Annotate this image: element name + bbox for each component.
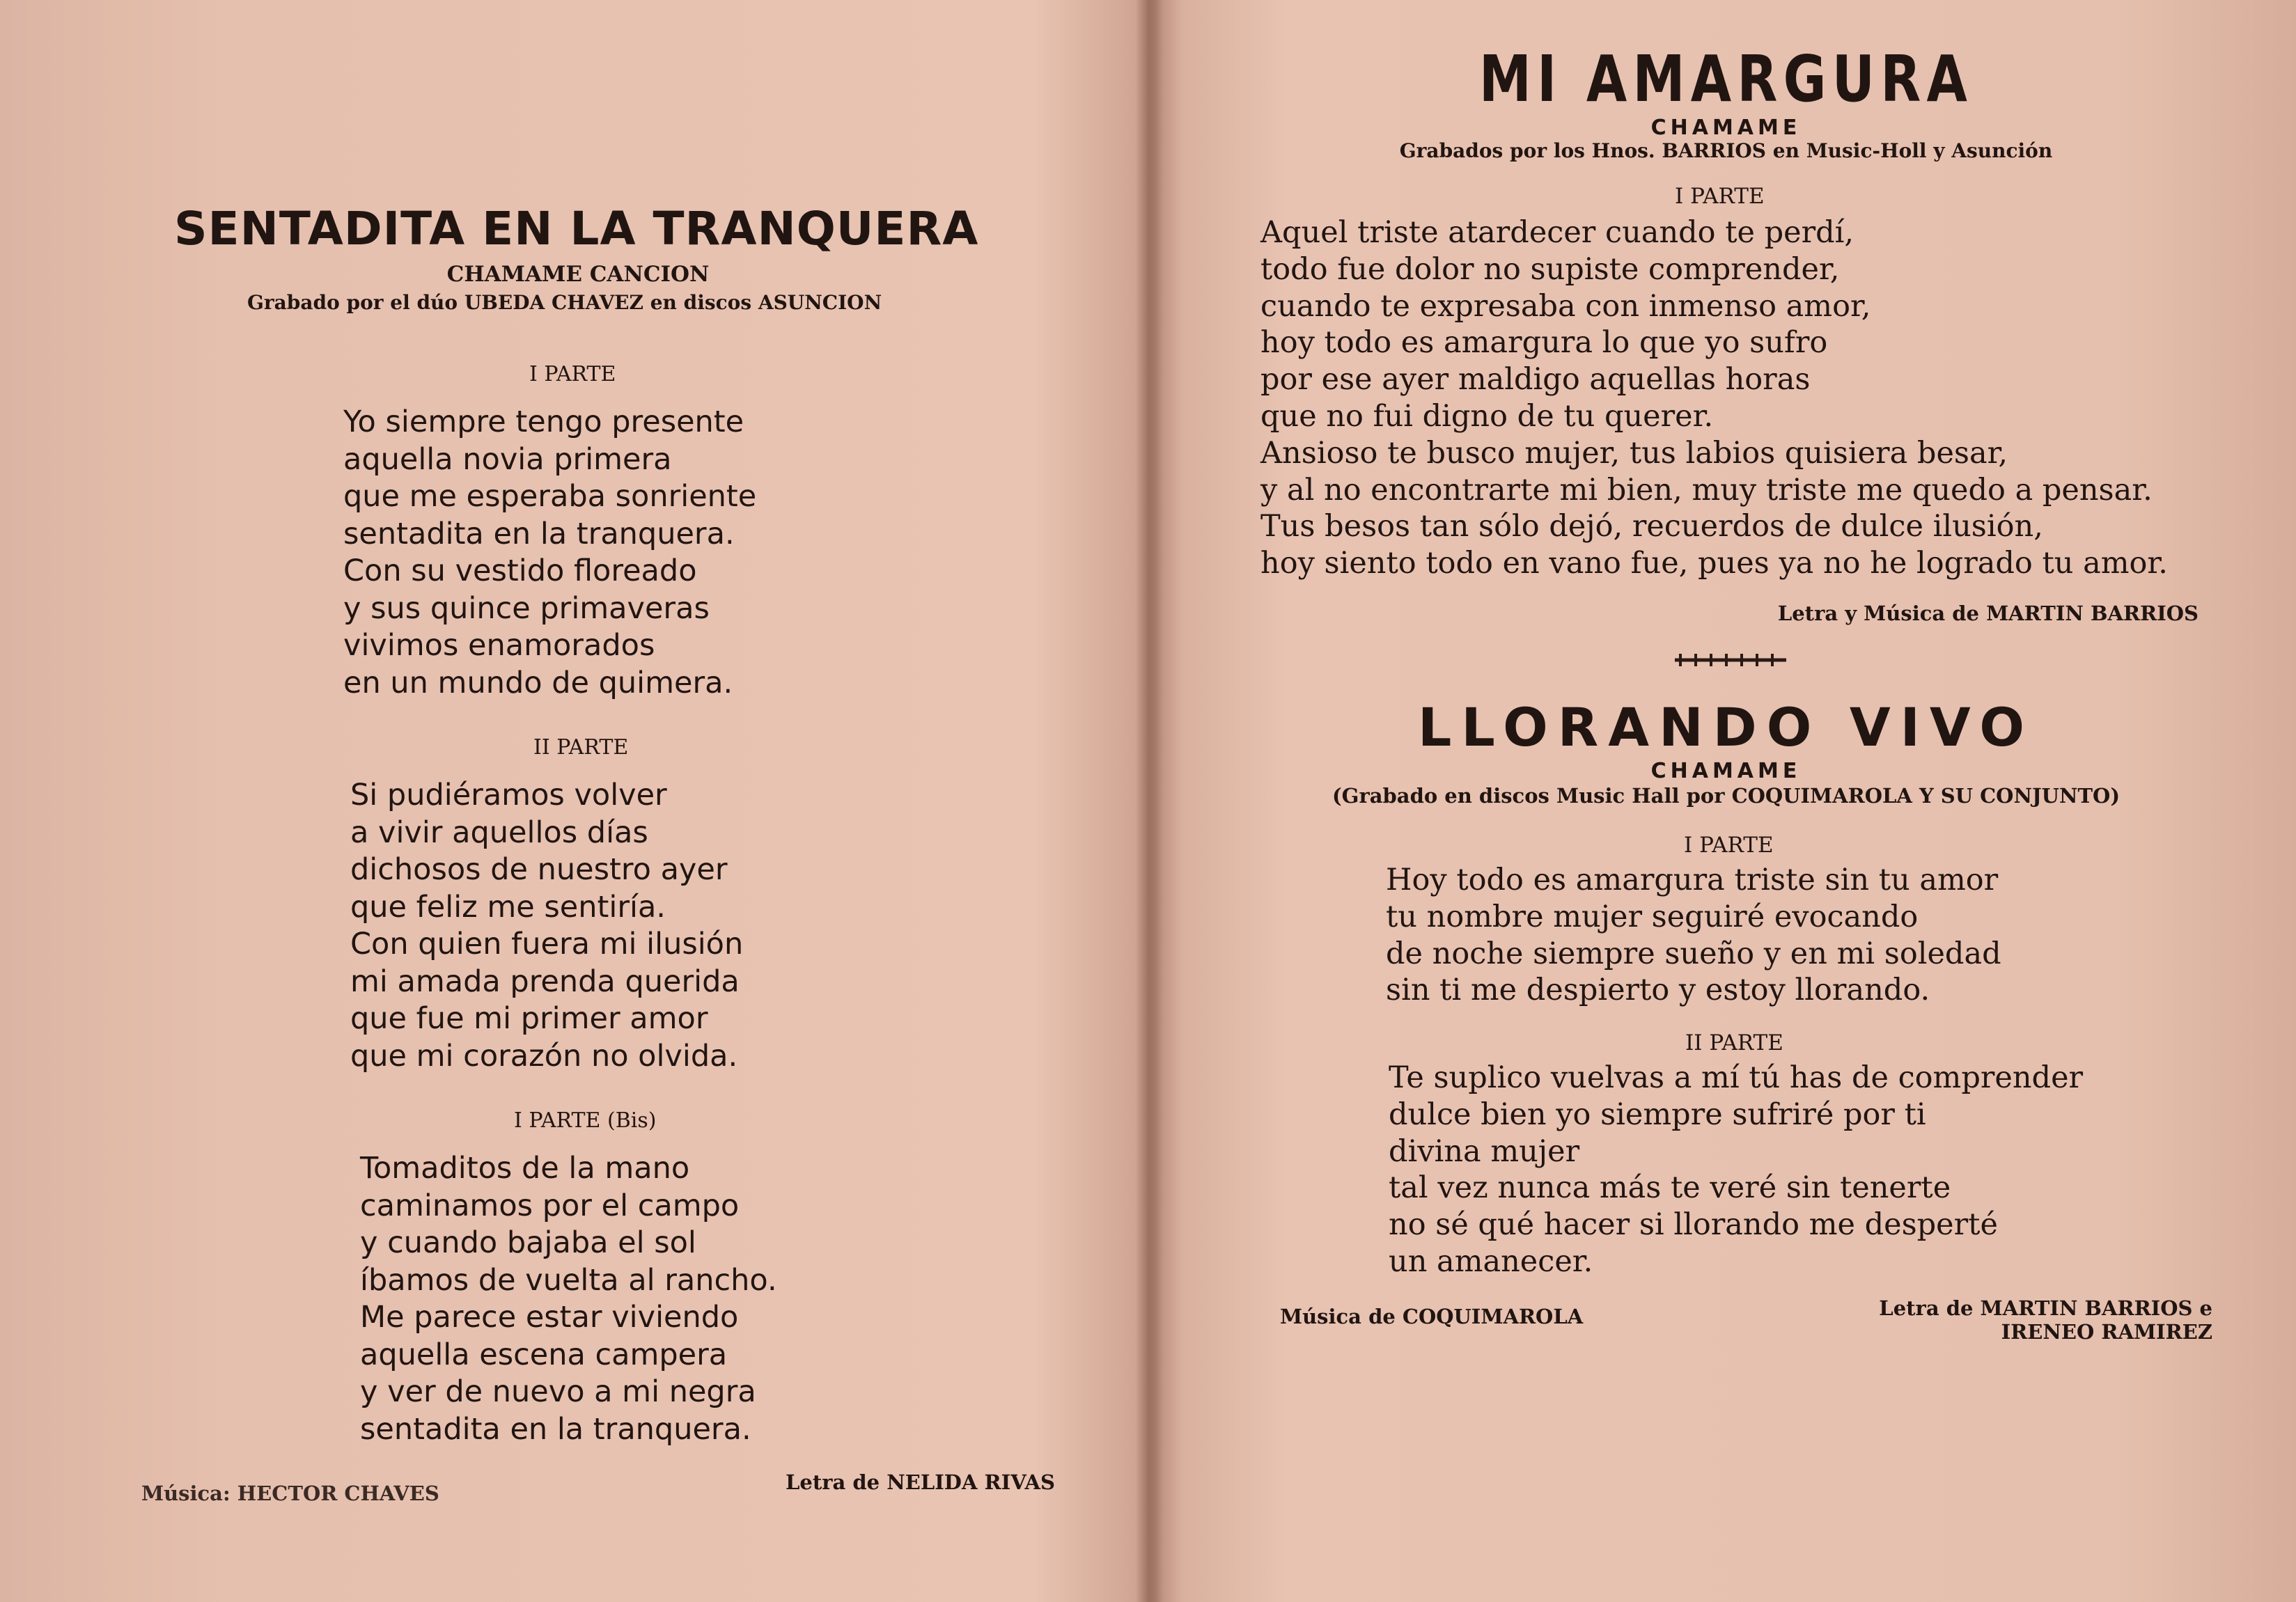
verse-line: Me parece estar viviendo (360, 1300, 739, 1335)
credit-music-llorando-vivo: Música de COQUIMAROLA (1280, 1305, 1584, 1328)
verse-line: dulce bien yo siempre sufriré por ti (1389, 1097, 1926, 1132)
verse-line: sin ti me despierto y estoy llorando. (1386, 973, 1930, 1008)
song-title-llorando-vivo: LLORANDO VIVO (1417, 696, 2035, 758)
verse-line: que no fui digno de tu querer. (1260, 398, 1714, 434)
verse-block (1389, 1060, 2083, 1280)
verse-block (1260, 214, 2168, 582)
section-heading: I PARTE (1675, 184, 1765, 209)
verse-line: a vivir aquellos días (350, 815, 648, 850)
verse-block (343, 404, 756, 702)
verse-line: hoy siento todo en vano fue, pues ya no he logrado tu amor. (1260, 546, 2168, 581)
verse-line: y sus quince primaveras (343, 590, 710, 626)
verse-line: divina mujer (1389, 1133, 1580, 1169)
song-genre-mi-amargura: CHAMAME (1650, 116, 1802, 140)
credit-lyrics-sentadita: Letra de NELIDA RIVAS (786, 1470, 1055, 1494)
section-heading: II PARTE (533, 735, 629, 760)
verse-line: en un mundo de quimera. (343, 665, 733, 700)
verse-line: Aquel triste atardecer cuando te perdí, (1260, 215, 1854, 250)
verse-line: Con su vestido floreado (343, 553, 697, 588)
credit-lyrics-llorando-vivo (1879, 1296, 2212, 1344)
verse-line: mi amada prenda querida (350, 964, 740, 999)
verse-line: que mi corazón no olvida. (350, 1038, 738, 1074)
song-genre-llorando-vivo: CHAMAME (1650, 759, 1802, 783)
verse-block (350, 777, 743, 1075)
verse-line: Tomaditos de la mano (360, 1151, 690, 1186)
verse-block (1386, 862, 2001, 1009)
verse-line: Tus besos tan sólo dejó, recuerdos de dulce ilusión, (1260, 509, 2043, 544)
verse-line: no sé qué hacer si llorando me desperté (1389, 1207, 1998, 1243)
left-page (0, 0, 1142, 1602)
verse-line: que me esperaba sonriente (343, 479, 757, 514)
section-heading: I PARTE (Bis) (514, 1108, 657, 1133)
verse-line: vivimos enamorados (343, 628, 655, 663)
credit-music-sentadita: Música: HECTOR CHAVES (141, 1482, 439, 1505)
verse-line: tal vez nunca más te veré sin tenerte (1389, 1170, 1951, 1206)
verse-line: Si pudiéramos volver (350, 778, 667, 812)
verse-line: caminamos por el campo (360, 1188, 740, 1223)
credit-lyrics-line: Letra de MARTIN BARRIOS e (1879, 1296, 2212, 1320)
song-title-mi-amargura: MI AMARGURA (1478, 42, 1974, 116)
verse-line: todo fue dolor no supiste comprender, (1260, 251, 1840, 287)
verse-line: Con quien fuera mi ilusión (350, 927, 744, 961)
verse-line: un amanecer. (1389, 1243, 1593, 1279)
recording-note-mi-amargura: Grabados por los Hnos. BARRIOS en Music-Holl y Asunción (1399, 139, 2053, 162)
verse-line: Te suplico vuelvas a mí tú has de comprender (1389, 1060, 2084, 1095)
verse-block (360, 1150, 777, 1448)
verse-line: y ver de nuevo a mi negra (360, 1374, 756, 1409)
verse-line: aquella escena campera (360, 1337, 728, 1372)
verse-line: aquella novia primera (343, 441, 672, 477)
right-page (1156, 0, 2296, 1602)
credit-mi-amargura: Letra y Música de MARTIN BARRIOS (1777, 602, 2199, 625)
verse-line: íbamos de vuelta al rancho. (360, 1262, 777, 1298)
verse-line: y cuando bajaba el sol (360, 1225, 696, 1260)
verse-line: Yo siempre tengo presente (343, 405, 744, 439)
verse-line: sentadita en la tranquera. (343, 516, 735, 551)
song-genre-sentadita: CHAMAME CANCION (446, 262, 710, 287)
verse-line: que fue mi primer amor (350, 1001, 708, 1036)
verse-line: cuando te expresaba con inmenso amor, (1260, 288, 1871, 324)
recording-note-sentadita: Grabado por el dúo UBEDA CHAVEZ en discos ASUNCION (247, 291, 882, 314)
divider-ornament-icon (1675, 651, 1786, 669)
verse-line: sentadita en la tranquera. (360, 1411, 751, 1447)
verse-line: Ansioso te busco mujer, tus labios quisiera besar, (1260, 435, 2008, 471)
verse-line: por ese ayer maldigo aquellas horas (1260, 362, 1811, 398)
verse-line: y al no encontrarte mi bien, muy triste me quedo a pensar. (1260, 472, 2153, 508)
verse-line: de noche siempre sueño y en mi soledad (1386, 936, 2001, 971)
section-heading: I PARTE (1684, 833, 1774, 858)
recording-note-llorando-vivo: (Grabado en discos Music Hall por COQUIMAROLA Y SU CONJUNTO) (1331, 784, 2121, 808)
verse-line: hoy todo es amargura lo que yo sufro (1260, 325, 1828, 361)
verse-line: dichosos de nuestro ayer (350, 852, 728, 887)
verse-line: tu nombre mujer seguiré evocando (1386, 899, 1919, 934)
credit-lyrics-line: IRENEO RAMIREZ (2001, 1320, 2212, 1344)
verse-line: Hoy todo es amargura triste sin tu amor (1386, 863, 1999, 897)
verse-line: que feliz me sentiría. (350, 889, 666, 925)
section-heading: I PARTE (529, 362, 616, 386)
section-heading: II PARTE (1685, 1030, 1783, 1055)
song-title-sentadita: SENTADITA EN LA TRANQUERA (174, 202, 979, 256)
